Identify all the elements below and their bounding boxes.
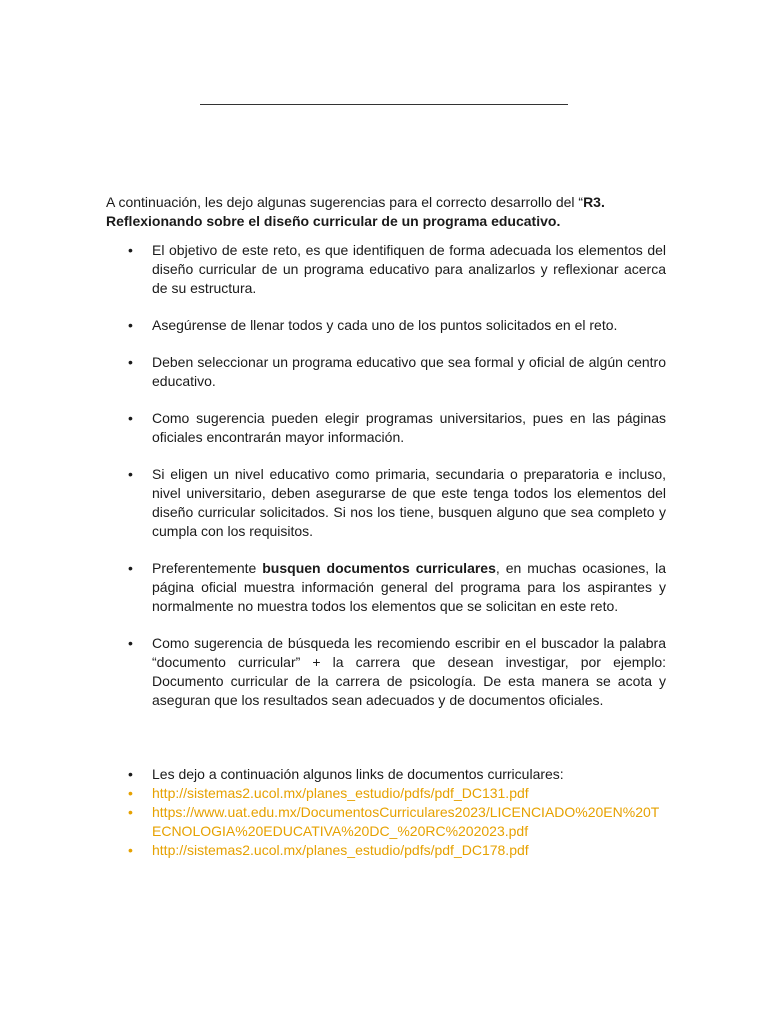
bullet-icon: •: [128, 842, 133, 858]
link-item: [106, 803, 666, 841]
links-intro-text: Les dejo a continuación algunos links de documentos curriculares:: [152, 766, 564, 782]
bullet-icon: •: [128, 242, 133, 258]
suggestion-item: [106, 634, 666, 710]
suggestion-text: Como sugerencia de búsqueda les recomiendo escribir en el buscador la palabra “documento curricular” + la carrera que desean investigar, por ejemplo: Documento curricular de la carrera de psicología. De esta manera se acota y aseguran que los resultados sean adecuados y de documentos oficiales.: [152, 635, 666, 708]
bullet-icon: •: [128, 410, 133, 426]
bullet-icon: •: [128, 635, 133, 651]
curricular-document-link[interactable]: http://sistemas2.ucol.mx/planes_estudio/pdfs/pdf_DC131.pdf: [152, 785, 529, 801]
bullet-icon: •: [128, 785, 133, 801]
suggestion-text: Como sugerencia pueden elegir programas universitarios, pues en las páginas oficiales encontrarán mayor información.: [152, 410, 666, 445]
header-rule: [200, 104, 568, 105]
suggestion-text: Asegúrense de llenar todos y cada uno de los puntos solicitados en el reto.: [152, 317, 618, 333]
suggestion-text: Si eligen un nivel educativo como primaria, secundaria o preparatoria e incluso, nivel universitario, deben asegurarse de que este tenga todos los elementos del diseño curricular solicitados. Si nos los tiene, busquen alguno que sea completo y cumpla con los requisitos.: [152, 466, 666, 539]
suggestion-item: [106, 353, 666, 391]
suggestion-text-post: , en muchas ocasiones, la página oficial muestra información general del programa para los aspirantes y normalmente no muestra todos los elementos que se solicitan en este reto.: [152, 560, 667, 614]
suggestion-item: [106, 241, 666, 298]
bullet-icon: •: [128, 766, 133, 782]
intro-text: A continuación, les dejo algunas sugerencias para el correcto desarrollo del “: [106, 194, 584, 210]
suggestion-item: [106, 409, 666, 447]
links-list: [106, 765, 666, 860]
bullet-icon: •: [128, 466, 133, 482]
bullet-icon: •: [128, 804, 133, 820]
bullet-icon: •: [128, 560, 133, 576]
suggestion-text-bold: busquen documentos curriculares: [262, 560, 496, 576]
curricular-document-link[interactable]: http://sistemas2.ucol.mx/planes_estudio/pdfs/pdf_DC178.pdf: [152, 842, 529, 858]
bullet-icon: •: [128, 317, 133, 333]
link-item: [106, 841, 666, 860]
bullet-icon: •: [128, 354, 133, 370]
suggestion-item: [106, 465, 666, 541]
suggestion-item: [106, 559, 666, 616]
curricular-document-link[interactable]: https://www.uat.edu.mx/DocumentosCurriculares2023/LICENCIADO%20EN%20TECNOLOGIA%20EDUCATIVA%20DC_%20RC%202023.pdf: [152, 804, 660, 839]
link-item: [106, 784, 666, 803]
suggestion-item: [106, 316, 666, 335]
links-intro-item: [106, 765, 666, 784]
intro-paragraph: [106, 193, 666, 231]
intro-challenge-title: R3. Reflexionando sobre el diseño curricular de un programa educativo.: [106, 194, 605, 229]
suggestion-text-pre: Preferentemente: [152, 560, 263, 576]
suggestion-text: Deben seleccionar un programa educativo que sea formal y oficial de algún centro educativo.: [152, 354, 666, 389]
suggestion-list: [106, 241, 666, 728]
suggestion-text: El objetivo de este reto, es que identifiquen de forma adecuada los elementos del diseño curricular de un programa educativo para analizarlos y reflexionar acerca de su estructura.: [152, 242, 666, 296]
